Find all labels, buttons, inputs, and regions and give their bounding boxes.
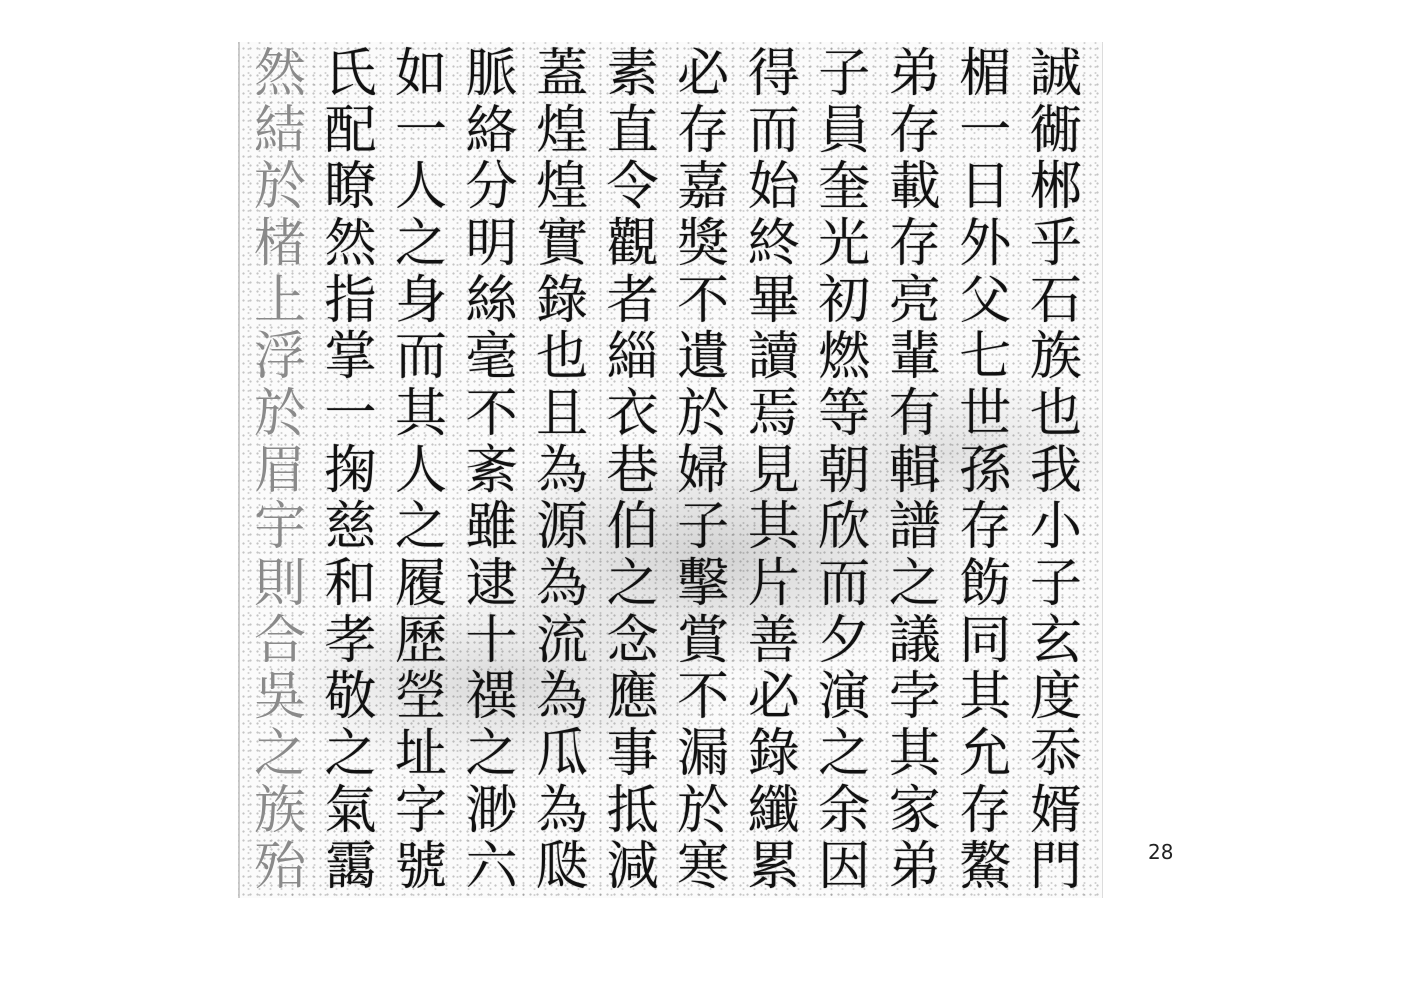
- glyph: 其: [395, 384, 448, 445]
- glyph: 逮: [465, 554, 518, 615]
- glyph: 外: [959, 214, 1012, 275]
- text-columns: [240, 42, 1102, 898]
- glyph: 燃: [818, 327, 871, 388]
- glyph: 焉: [747, 384, 800, 445]
- glyph: 分: [465, 157, 518, 218]
- glyph: 弟: [888, 44, 941, 104]
- glyph: 畢: [747, 270, 800, 331]
- glyph: 伯: [606, 497, 659, 558]
- glyph: 雖: [465, 497, 518, 558]
- glyph: 累: [747, 837, 800, 898]
- text-column: [248, 44, 312, 898]
- glyph: 蓋: [536, 44, 589, 104]
- glyph: 父: [959, 270, 1012, 331]
- glyph: 於: [677, 780, 730, 841]
- glyph: 輩: [888, 327, 941, 388]
- glyph: 郴: [1029, 157, 1082, 218]
- glyph: 之: [818, 724, 871, 785]
- glyph: 等: [818, 384, 871, 445]
- glyph: 為: [536, 667, 589, 728]
- glyph: 宇: [253, 497, 306, 558]
- glyph: 我: [1029, 440, 1082, 501]
- glyph: 於: [253, 157, 306, 218]
- glyph: 上: [253, 270, 306, 331]
- text-column: [319, 44, 383, 898]
- text-column: [601, 44, 665, 898]
- glyph: 世: [959, 384, 1012, 445]
- glyph: 允: [959, 724, 1012, 785]
- glyph: 讀: [747, 327, 800, 388]
- glyph: 因: [818, 837, 871, 898]
- glyph: 子: [677, 497, 730, 558]
- glyph: 誠: [1029, 44, 1082, 104]
- glyph: 履: [395, 554, 448, 615]
- glyph: 見: [747, 440, 800, 501]
- glyph: 忝: [1029, 724, 1082, 785]
- page-number: 28: [1148, 840, 1174, 864]
- glyph: 塋: [395, 667, 448, 728]
- glyph: 楮: [253, 214, 306, 275]
- glyph: 氣: [324, 780, 377, 841]
- glyph: 弟: [888, 837, 941, 898]
- glyph: 為: [536, 554, 589, 615]
- glyph: 奎: [818, 157, 871, 218]
- glyph: 亮: [888, 270, 941, 331]
- glyph: 擊: [677, 554, 730, 615]
- glyph: 瞭: [324, 157, 377, 218]
- glyph: 不: [465, 384, 518, 445]
- glyph: 子: [818, 44, 871, 104]
- glyph: 直: [606, 100, 659, 161]
- glyph: 者: [606, 270, 659, 331]
- glyph: 余: [818, 780, 871, 841]
- glyph: 員: [818, 100, 871, 161]
- glyph: 結: [253, 100, 306, 161]
- glyph: 不: [677, 270, 730, 331]
- glyph: 孫: [959, 440, 1012, 501]
- glyph: 於: [253, 384, 306, 445]
- glyph: 緇: [606, 327, 659, 388]
- glyph: 族: [253, 780, 306, 841]
- glyph: 之: [324, 724, 377, 785]
- glyph: 一: [395, 100, 448, 161]
- glyph: 毫: [465, 327, 518, 388]
- glyph: 朝: [818, 440, 871, 501]
- glyph: 令: [606, 157, 659, 218]
- glyph: 號: [395, 837, 448, 898]
- glyph: 欣: [818, 497, 871, 558]
- glyph: 素: [606, 44, 659, 104]
- glyph: 片: [747, 554, 800, 615]
- glyph: 而: [395, 327, 448, 388]
- glyph: 必: [747, 667, 800, 728]
- text-column: [883, 44, 947, 898]
- glyph: 之: [465, 724, 518, 785]
- glyph: 衚: [1029, 100, 1082, 161]
- glyph: 獎: [677, 214, 730, 275]
- glyph: 和: [324, 554, 377, 615]
- glyph: 為: [536, 780, 589, 841]
- glyph: 敬: [324, 667, 377, 728]
- glyph: 子: [1029, 554, 1082, 615]
- glyph: 歷: [395, 610, 448, 671]
- text-column: [389, 44, 453, 898]
- glyph: 然: [324, 214, 377, 275]
- glyph: 度: [1029, 667, 1082, 728]
- glyph: 石: [1029, 270, 1082, 331]
- text-column: [1024, 44, 1088, 898]
- glyph: 浮: [253, 327, 306, 388]
- glyph: 家: [888, 780, 941, 841]
- glyph: 一: [324, 384, 377, 445]
- glyph: 之: [395, 214, 448, 275]
- text-column: [812, 44, 876, 898]
- glyph: 有: [888, 384, 941, 445]
- glyph: 然: [253, 44, 306, 104]
- glyph: 輯: [888, 440, 941, 501]
- text-column: [742, 44, 806, 898]
- glyph: 減: [606, 837, 659, 898]
- glyph: 錄: [747, 724, 800, 785]
- glyph: 掌: [324, 327, 377, 388]
- glyph: 譜: [888, 497, 941, 558]
- glyph: 人: [395, 157, 448, 218]
- glyph: 其: [747, 497, 800, 558]
- glyph: 族: [1029, 327, 1082, 388]
- glyph: 門: [1029, 837, 1082, 898]
- glyph: 人: [395, 440, 448, 501]
- glyph: 抵: [606, 780, 659, 841]
- glyph: 巷: [606, 440, 659, 501]
- glyph: 掬: [324, 440, 377, 501]
- glyph: 絲: [465, 270, 518, 331]
- glyph: 之: [395, 497, 448, 558]
- glyph: 也: [536, 327, 589, 388]
- glyph: 為: [536, 440, 589, 501]
- glyph: 合: [253, 610, 306, 671]
- glyph: 小: [1029, 497, 1082, 558]
- glyph: 七: [959, 327, 1012, 388]
- glyph: 漏: [677, 724, 730, 785]
- glyph: 渺: [465, 780, 518, 841]
- glyph: 存: [677, 100, 730, 161]
- glyph: 同: [959, 610, 1012, 671]
- glyph: 遺: [677, 327, 730, 388]
- glyph: 嘉: [677, 157, 730, 218]
- glyph: 紊: [465, 440, 518, 501]
- glyph: 靄: [324, 837, 377, 898]
- glyph: 事: [606, 724, 659, 785]
- glyph: 之: [888, 554, 941, 615]
- scanned-page: [238, 42, 1103, 898]
- glyph: 則: [253, 554, 306, 615]
- glyph: 字: [395, 780, 448, 841]
- glyph: 於: [677, 384, 730, 445]
- glyph: 存: [888, 100, 941, 161]
- text-column: [953, 44, 1017, 898]
- glyph: 觀: [606, 214, 659, 275]
- glyph: 十: [465, 610, 518, 671]
- glyph: 鰲: [959, 837, 1012, 898]
- glyph: 玄: [1029, 610, 1082, 671]
- glyph: 必: [677, 44, 730, 104]
- glyph: 夕: [818, 610, 871, 671]
- glyph: 乎: [1029, 214, 1082, 275]
- glyph: 光: [818, 214, 871, 275]
- glyph: 始: [747, 157, 800, 218]
- glyph: 而: [818, 554, 871, 615]
- glyph: 楣: [959, 44, 1012, 104]
- glyph: 脈: [465, 44, 518, 104]
- glyph: 煌: [536, 157, 589, 218]
- glyph: 且: [536, 384, 589, 445]
- glyph: 配: [324, 100, 377, 161]
- glyph: 演: [818, 667, 871, 728]
- glyph: 殆: [253, 837, 306, 898]
- glyph: 源: [536, 497, 589, 558]
- glyph: 賞: [677, 610, 730, 671]
- glyph: 身: [395, 270, 448, 331]
- glyph: 纖: [747, 780, 800, 841]
- glyph: 流: [536, 610, 589, 671]
- glyph: 存: [959, 497, 1012, 558]
- glyph: 存: [959, 780, 1012, 841]
- glyph: 瓜: [536, 724, 589, 785]
- glyph: 孝: [324, 610, 377, 671]
- glyph: 六: [465, 837, 518, 898]
- glyph: 而: [747, 100, 800, 161]
- glyph: 得: [747, 44, 800, 104]
- glyph: 存: [888, 214, 941, 275]
- glyph: 應: [606, 667, 659, 728]
- glyph: 之: [253, 724, 306, 785]
- glyph: 衣: [606, 384, 659, 445]
- glyph: 眉: [253, 440, 306, 501]
- glyph: 念: [606, 610, 659, 671]
- glyph: 不: [677, 667, 730, 728]
- glyph: 初: [818, 270, 871, 331]
- glyph: 明: [465, 214, 518, 275]
- glyph: 瓞: [536, 837, 589, 898]
- glyph: 址: [395, 724, 448, 785]
- glyph: 之: [606, 554, 659, 615]
- glyph: 煌: [536, 100, 589, 161]
- glyph: 寒: [677, 837, 730, 898]
- glyph: 日: [959, 157, 1012, 218]
- glyph: 指: [324, 270, 377, 331]
- glyph: 也: [1029, 384, 1082, 445]
- glyph: 孛: [888, 667, 941, 728]
- text-column: [671, 44, 735, 898]
- glyph: 婿: [1029, 780, 1082, 841]
- glyph: 吳: [253, 667, 306, 728]
- glyph: 議: [888, 610, 941, 671]
- glyph: 終: [747, 214, 800, 275]
- glyph: 絡: [465, 100, 518, 161]
- glyph: 一: [959, 100, 1012, 161]
- glyph: 其: [888, 724, 941, 785]
- glyph: 飭: [959, 554, 1012, 615]
- glyph: 婦: [677, 440, 730, 501]
- text-column: [530, 44, 594, 898]
- glyph: 慈: [324, 497, 377, 558]
- glyph: 禩: [465, 667, 518, 728]
- glyph: 如: [395, 44, 448, 104]
- glyph: 實: [536, 214, 589, 275]
- glyph: 載: [888, 157, 941, 218]
- glyph: 氏: [324, 44, 377, 104]
- glyph: 錄: [536, 270, 589, 331]
- glyph: 其: [959, 667, 1012, 728]
- glyph: 善: [747, 610, 800, 671]
- text-column: [460, 44, 524, 898]
